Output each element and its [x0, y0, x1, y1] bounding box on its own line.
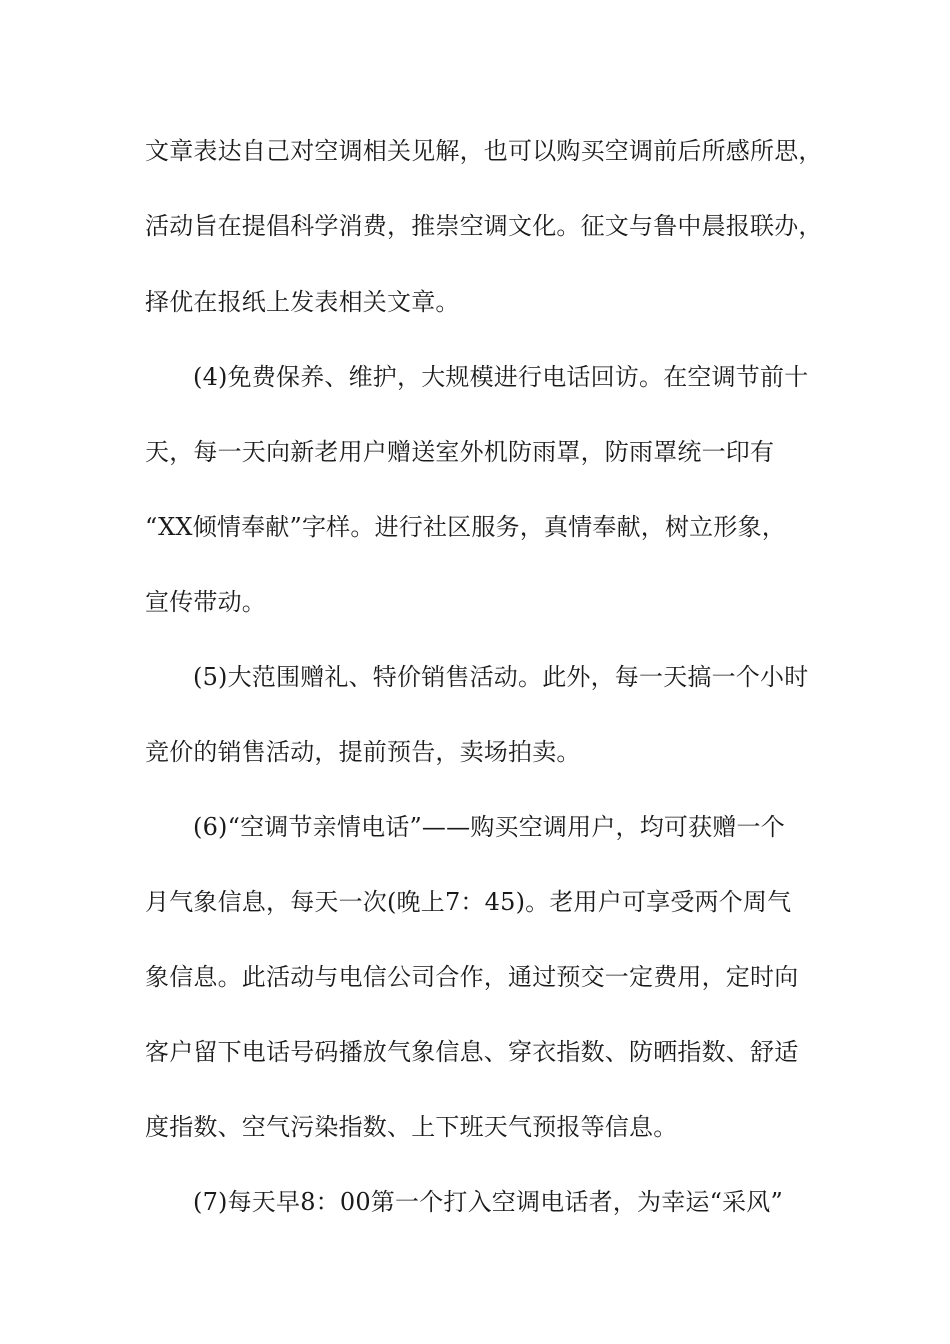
text-line: 客户留下电话号码播放气象信息、穿衣指数、防晒指数、舒适	[145, 1038, 799, 1066]
text-line: 象信息。此活动与电信公司合作，通过预交一定费用，定时向	[145, 963, 799, 991]
paragraph-7-first-line: (7)每天早8：00第一个打入空调电话者，为幸运“采风”	[193, 1188, 783, 1216]
paragraph-6-first-line: (6)“空调节亲情电话”——购买空调用户，均可获赠一个	[193, 813, 785, 841]
paragraph-5-first-line: (5)大范围赠礼、特价销售活动。此外，每一天搞一个小时	[193, 663, 809, 691]
text-line: 宣传带动。	[145, 588, 266, 616]
paragraph-4-first-line: (4)免费保养、维护，大规模进行电话回访。在空调节前十	[193, 363, 809, 391]
text-line: 文章表达自己对空调相关见解，也可以购买空调前后所感所思，	[145, 137, 823, 165]
text-line: “XX倾情奉献”字样。进行社区服务，真情奉献，树立形象，	[145, 513, 786, 541]
text-line: 竞价的销售活动，提前预告，卖场拍卖。	[145, 738, 581, 766]
text-line: 度指数、空气污染指数、上下班天气预报等信息。	[145, 1113, 678, 1141]
text-line: 月气象信息，每天一次(晚上7：45)。老用户可享受两个周气	[145, 888, 792, 916]
text-line: 活动旨在提倡科学消费，推崇空调文化。征文与鲁中晨报联办，	[145, 212, 823, 240]
text-line: 择优在报纸上发表相关文章。	[145, 288, 460, 316]
text-line: 天，每一天向新老用户赠送室外机防雨罩，防雨罩统一印有	[145, 438, 775, 466]
